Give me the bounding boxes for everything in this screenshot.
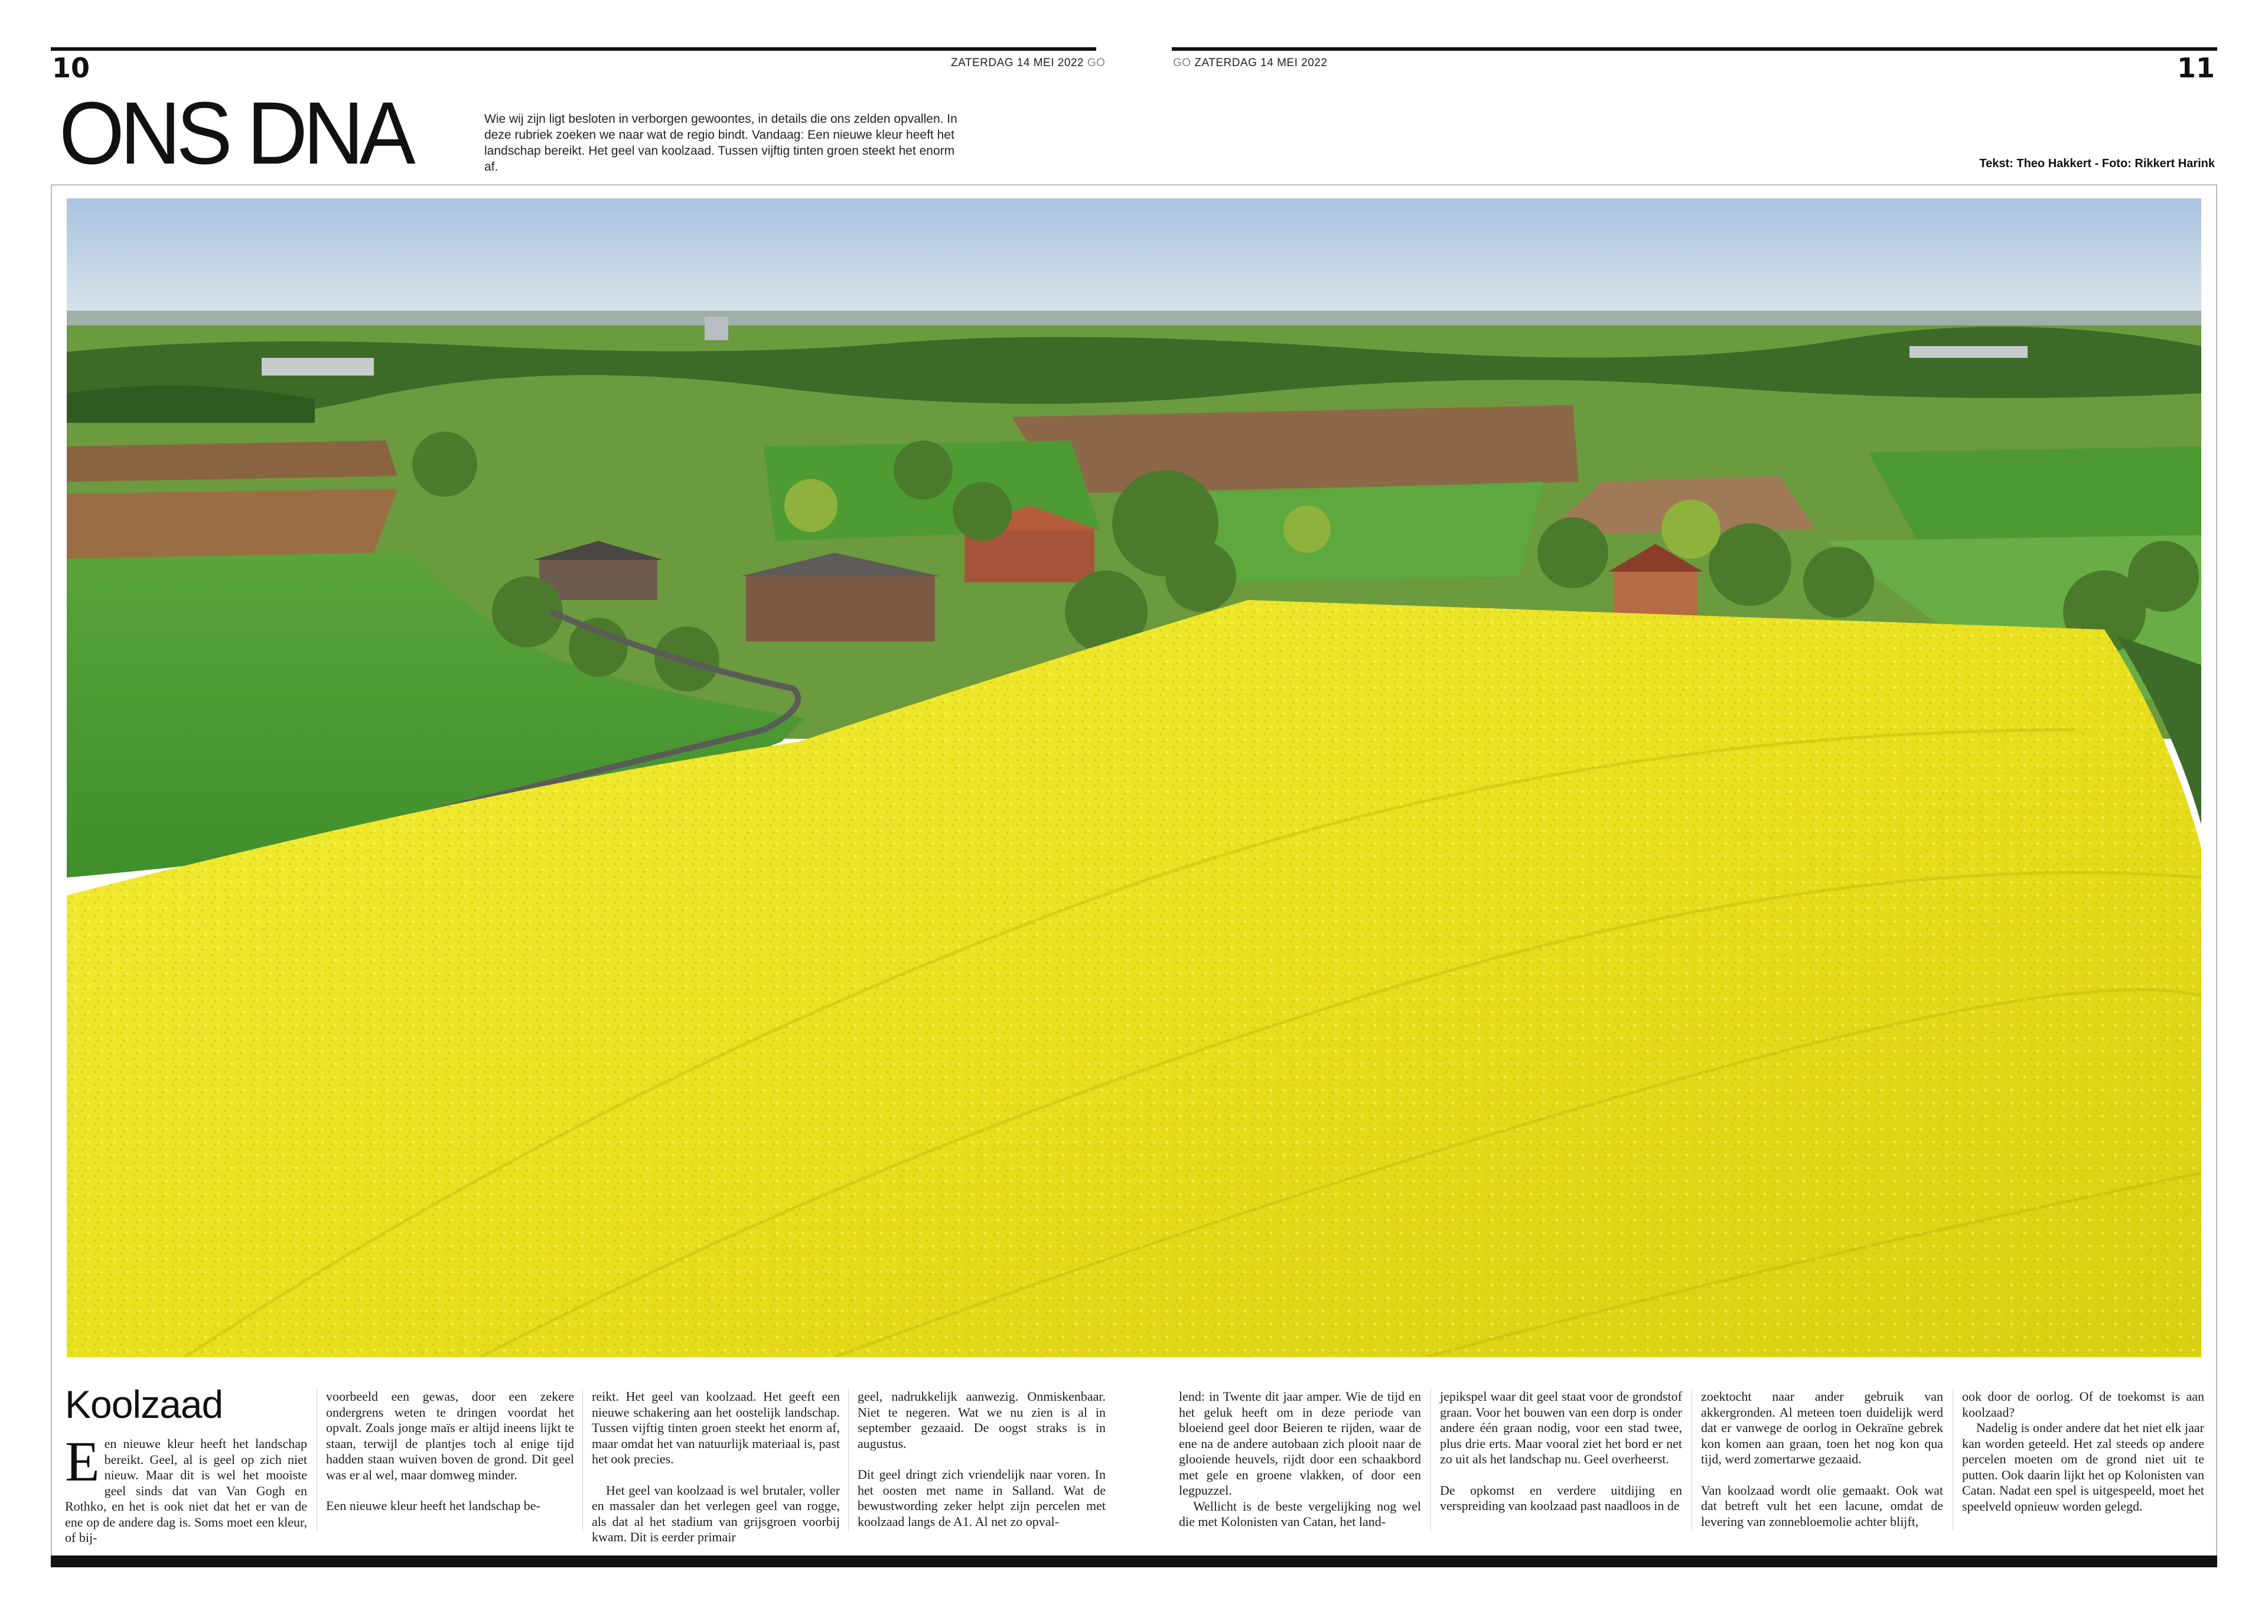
col6-paragraph-1: jepikspel waar dit geel staat voor de grondstof graan. Voor het bouwen van een dorp is onder andere één graan nodig, voor een stad twee, plus drie erts. Maar vooral ziet het bord er net zo uit als het landschap nu. Geel overheerst.	[1440, 1389, 1682, 1466]
col5-paragraph-2: Wellicht is de beste vergelijking nog wel die met Kolonisten van Catan, het land-	[1179, 1498, 1421, 1529]
go-label-right: GO	[1173, 57, 1191, 69]
article-heading: Koolzaad	[65, 1382, 223, 1426]
col3-paragraph-1: reikt. Het geel van koolzaad. Het geeft een nieuwe schakering aan het oostelijk landschap. Tussen vijftig tinten groen steekt het enorm af, maar omdat het van natuurlijk materiaal is, past het ook precies.	[592, 1389, 840, 1466]
go-label-left: GO	[1087, 57, 1106, 69]
article-column-2	[326, 1389, 574, 1514]
col7-paragraph-1: zoektocht naar ander gebruik van akkergronden. Al meteen toen duidelijk werd dat er vanwege de oorlog in Oekraïne gebrek kon komen aan graan, toen het nog kon qua tijd, werd zomertarwe gezaaid.	[1701, 1389, 1943, 1466]
date-right: ZATERDAG 14 MEI 2022	[1194, 57, 1328, 69]
col2-paragraph-2: Een nieuwe kleur heeft het landschap be-	[326, 1498, 540, 1513]
aerial-photo	[67, 198, 2201, 1357]
dateline-right	[1173, 57, 1327, 70]
bottom-bar	[51, 1555, 2217, 1567]
top-rule-right	[1172, 47, 2217, 51]
article-column-3	[592, 1389, 840, 1545]
article-column-7	[1701, 1389, 1943, 1530]
column-rule	[582, 1389, 583, 1531]
top-rule-left	[51, 47, 1096, 51]
aerial-photo-rapeseed-field-icon	[67, 198, 2201, 1357]
dateline-left	[951, 57, 1105, 70]
column-rule	[1430, 1389, 1431, 1531]
col2-paragraph-1: voorbeeld een gewas, door een zekere ondergrens weten te dringen voordat het opvalt. Zoals jonge maïs er altijd ineens lijkt te staan, terwijl de plantjes toch al enige tijd hadden staan wuiven boven de grond. Dit geel was er al wel, maar domweg minder.	[326, 1389, 574, 1482]
dropcap: E	[65, 1430, 100, 1493]
col4-paragraph-1: geel, nadrukkelijk aanwezig. Onmiskenbaar. Niet te negeren. Wat we nu zien is al in september gezaaid. De oogst straks is in augustus.	[858, 1389, 1106, 1451]
col3-paragraph-2: Het geel van koolzaad is wel brutaler, voller en massaler dan het verlegen geel van rogge, als dat al het stadium van grijsgroen voorbij kwam. Dit is eerder primair	[592, 1482, 840, 1544]
intro-text: Wie wij zijn ligt besloten in verborgen gewoontes, in details die ons zelden opvallen. In deze rubriek zoeken we naar wat de regio bindt. Vandaag: Een nieuwe kleur heeft het landschap bereikt. Het geel van koolzaad. Tussen vijftig tinten groen steekt het enorm af.	[484, 112, 957, 174]
article-column-6	[1440, 1389, 1682, 1514]
page-number-right: 11	[2176, 52, 2215, 84]
page-number-left: 10	[52, 52, 90, 84]
col5-paragraph-1: lend: in Twente dit jaar amper. Wie de tijd en het geluk heeft om in deze periode van bloeiend geel door Beieren te rijden, waar de ene na de andere autobaan zich plooit naar de glooiende heuvels, rijdt door een schaakbord met gele en groene vlakken, of door een legpuzzel.	[1179, 1389, 1421, 1498]
section-title: ONS DNA	[59, 83, 412, 182]
col7-paragraph-2: Van koolzaad wordt olie gemaakt. Ook wat dat betreft vult het een lacune, omdat de levering van zonnebloemolie achter blijft,	[1701, 1482, 1943, 1529]
col1-paragraph-1: en nieuwe kleur heeft het landschap bereikt. Geel, al is geel op zich niet nieuw. Maar dit is wel het mooiste geel sinds dat van Van Gogh en Rothko, en het is ook niet dat het er van de ene op de andere dag is. Soms moet een kleur, of bij-	[65, 1436, 307, 1545]
col6-paragraph-2: De opkomst en verdere uitdijing en verspreiding van koolzaad past naadloos in de	[1440, 1482, 1682, 1513]
article-column-5	[1179, 1389, 1421, 1530]
article-column-8	[1962, 1389, 2204, 1514]
article-column-1	[65, 1430, 307, 1546]
col8-paragraph-2: Nadelig is onder andere dat het niet elk jaar kan worden geteeld. Het zal steeds op andere percelen moeten om de grond niet uit te putten. Ook daarin lijkt het op Kolonisten van Catan. Nadat een spel is uitgespeeld, moet het speelveld opnieuw worden gelegd.	[1962, 1420, 2204, 1514]
article-column-4	[858, 1389, 1106, 1530]
col4-paragraph-2: Dit geel dringt zich vriendelijk naar voren. In het oosten met name in Salland. Wat de bewustwording zeker helpt zijn percelen met koolzaad langs de A1. Al net zo opval-	[858, 1467, 1106, 1529]
photo-credit: Tekst: Theo Hakkert - Foto: Rikkert Harink	[1979, 157, 2215, 170]
column-rule	[848, 1389, 849, 1531]
col8-paragraph-1: ook door de oorlog. Of de toekomst is aan koolzaad?	[1962, 1389, 2204, 1420]
date-left: ZATERDAG 14 MEI 2022	[951, 57, 1084, 69]
